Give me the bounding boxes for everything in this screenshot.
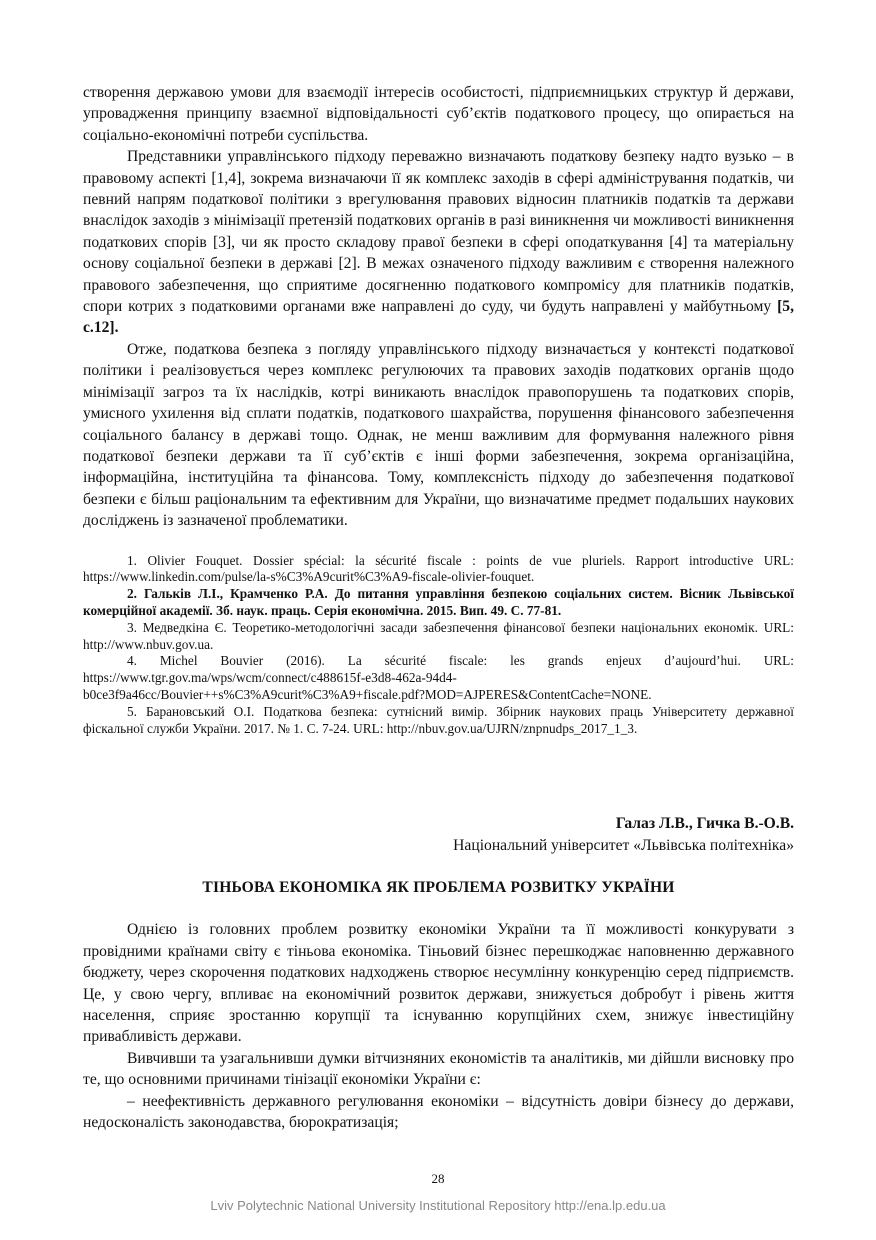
page-number: 28 [431,1171,445,1186]
reference-list [83,553,794,738]
reference-item: 2. Гальків Л.І., Крамченко Р.А. До питання управління безпекою соціальних систем. Вісник Львівської комерційної академії. Зб. наук. праць. Серія економічна. 2015. Вип. 49. С. 77-81. [83,586,794,618]
article-title: ТІНЬОВА ЕКОНОМІКА ЯК ПРОБЛЕМА РОЗВИТКУ УКРАЇНИ [202,879,675,897]
reference-item: 4. Michel Bouvier (2016). La sécurité fiscale: les grands enjeux d’aujourd’hui. URL: https://www.tgr.gov.ma/wps/wcm/connect/c488615f-e3d8-462a-94d4-b0ce3f9a46cc/Bouvier++s%C3%A9curit%C3%A9+fiscale.pdf?MOD=AJPERES&ContentCache=NONE. [83,653,794,702]
repository-footer: Lviv Polytechnic National University Institutional Repository http://ena.lp.edu.ua [210,1198,666,1213]
author-names: Галаз Л.В., Гичка В.-О.В. [615,815,794,833]
paragraph: створення державою умови для взаємодії інтересів особистості, підприємницьких структур й держави, упровадження принципу взаємної відповідальності суб’єктів податкового процесу, що опирається на соціально-економічні потреби суспільства. [83,84,794,144]
page-content [83,82,794,1133]
reference-item: 3. Медведкіна Є. Теоретико-методологічні засади забезпечення фінансової безпеки національних економік. URL: http://www.nbuv.gov.ua. [83,619,794,652]
paragraph: Вивчивши та узагальнивши думки вітчизняних економістів та аналітиків, ми дійшли висновку про те, що основними причинами тінізації економіки України є: [83,1049,794,1089]
paragraph: – неефективність державного регулювання економіки – відсутність довіри бізнесу до держави, недосконалість законодавства, бюрократизація; [83,1092,794,1131]
citation: [5, с.12]. [83,298,794,337]
paragraph: Отже, податкова безпека з погляду управлінського підходу визначається у контексті податкової політики і реалізовується через комплекс регулюючих та правових заходів податкових органів щодо мінімізації загроз та їх наслідків, котрі виникають внаслідок правопорушень та податкових спорів, умисного ухилення від сплати податків, податкового шахрайства, порушення фінансового забезпечення соціального балансу в державі тощо. Однак, не менш важливим для формування належного рівня податкової безпеки держави та її суб’єктів є інші форми забезпечення, зокрема організаційна, інформаційна, інституційна та фінансова. Тому, комплексність підходу до забезпечення податкової безпеки є більш раціональним та ефективним для України, що визначатиме предмет подальших наукових досліджень із зазначеної проблематики. [83,340,794,530]
reference-item: 1. Olivier Fouquet. Dossier spécial: la sécurité fiscale : points de vue pluriels. Rapport introductive URL: https://www.linkedin.com/pulse/la-s%C3%A9curit%C3%A9-fiscale-olivier-fouquet. [83,552,794,585]
paragraph: Однією із головних проблем розвитку економіки України та її можливості конкурувати з провідними країнами світу є тіньова економіка. Тіньовий бізнес перешкоджає наповненню державного бюджету, через скорочення податкових надходжень створює несумлінну конкуренцію серед підприємств. Це, у свою чергу, впливає на економічний розвиток держави, знижується добробут і рівень життя населення, сприяє зростанню корупції та існуванню корупційних схем, знижує інвестиційну привабливість держави. [83,921,794,1046]
author-affiliation: Національний університет «Львівська політехніка» [453,837,794,855]
article-body [83,919,794,1133]
paragraph-text: Представники управлінського підходу переважно визначають податкову безпеку надто вузько – в правовому аспекті [1,4], зокрема визначаючи її як комплекс заходів в сфері адміністрування податків, чи певний напрям податкової політики з врегулювання правових відносин платників податків та держави внаслідок заходів з мінімізації претензій податкових органів в разі виникнення чи можливості виникнення податкових спорів [3], чи як просто складову правої безпеки в сфері оподаткування [4] та матеріальну основу соціальної безпеки в державі [2]. В межах означеного підходу важливим є створення належного правового забезпечення, що сприятиме досягненню податкового компромісу для платників податків, спори котрих з податковими органами вже направлені до суду, чи будуть направлені у майбутньому [83,148,794,316]
paragraph [83,146,794,339]
author-block [83,813,794,857]
reference-item: 5. Барановський О.І. Податкова безпека: сутнісний вимір. Збірник наукових праць Університету державної фіскальної служби України. 2017. № 1. С. 7-24. URL: http://nbuv.gov.ua/UJRN/znpnudps_2017_1_3. [83,703,794,736]
